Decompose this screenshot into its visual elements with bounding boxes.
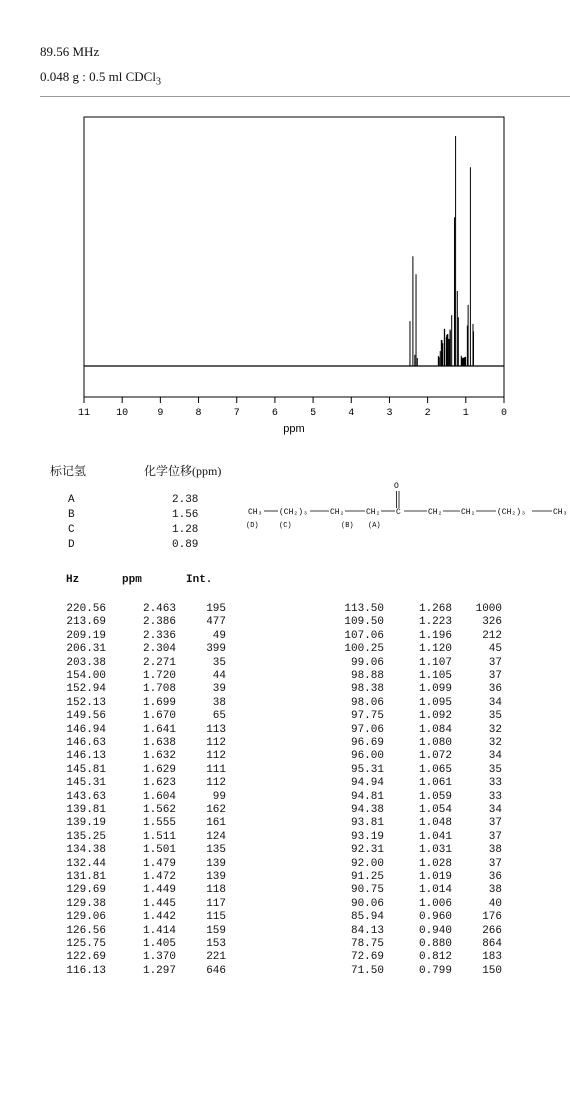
assignment-label: A: [68, 494, 75, 506]
peak-table-cell: 1.629: [142, 763, 176, 776]
peak-table-cell: 2.463: [142, 603, 176, 615]
hydrogen-label: (A): [368, 522, 381, 530]
peak-table-cell: 71.50: [350, 964, 384, 977]
peak-table-cell: 131.81: [66, 871, 106, 883]
peak-table-cell: 1.268: [418, 603, 452, 615]
peak-table-cell: 115: [206, 911, 226, 924]
peak-table-cell: 1.699: [142, 696, 176, 709]
sample-concentration-subscript: 3: [155, 76, 161, 88]
peak-table-cell: 209.19: [66, 629, 106, 642]
peak-table-cell: 90.75: [350, 884, 384, 897]
peak-table-cell: 35: [488, 710, 502, 723]
peak-table-cell: 97.75: [350, 710, 384, 723]
peak-table-cell: 154.00: [66, 670, 106, 682]
peak-table-cell: 203.38: [66, 656, 106, 669]
peak-table-cell: 1.555: [142, 817, 176, 830]
peak-table-cell: 32: [488, 723, 502, 736]
carbon-chain: [248, 508, 567, 517]
peak-table-header: Hz: [66, 574, 80, 586]
chain-group: CH₂: [428, 508, 443, 517]
peak-table-cell: 1.472: [142, 871, 176, 883]
peak-table-cell: 139: [206, 871, 226, 883]
peak-table-cell: 1.641: [142, 723, 176, 736]
peak-table-cell: 96.69: [350, 737, 384, 749]
hydrogen-label: (C): [279, 522, 292, 530]
peak-table-cell: 39: [212, 683, 226, 696]
peak-table-cell: 1.708: [142, 683, 176, 696]
peak-table-cell: 37: [488, 817, 502, 830]
peak-table-cell: 1.019: [418, 871, 452, 883]
assignment-label-header: 标记氢: [50, 464, 87, 478]
peak-table-cell: 195: [206, 603, 226, 615]
hydrogen-label: (B): [341, 522, 354, 530]
peak-table-cell: 134.38: [66, 844, 106, 857]
peak-table-cell: 221: [206, 951, 226, 964]
peak-table-cell: 135: [206, 844, 226, 857]
peak-table-cell: 2.304: [142, 643, 176, 656]
peak-table-cell: 93.19: [350, 830, 384, 843]
x-tick-label: 9: [157, 408, 164, 419]
peak-table-cell: 326: [482, 616, 502, 629]
peak-table-cell: 152.94: [66, 683, 106, 696]
hydrogen-labels: [246, 522, 381, 530]
assignment-label: C: [68, 524, 75, 536]
peak-table-cell: 116.13: [66, 964, 106, 977]
peak-table-cell: 78.75: [350, 938, 384, 950]
peak-table-cell: 2.386: [142, 616, 176, 629]
peak-table-cell: 646: [206, 964, 226, 977]
peak-table-cell: 37: [488, 830, 502, 843]
peak-table-cell: 0.812: [418, 951, 452, 964]
peak-table-cell: 100.25: [344, 643, 384, 656]
peak-table-cell: 1.720: [142, 670, 176, 682]
peak-table-cell: 111: [206, 763, 226, 776]
peak-table-cell: 36: [488, 871, 502, 883]
peak-table-cell: 125.75: [66, 938, 106, 950]
peak-table-cell: 122.69: [66, 951, 106, 964]
peak-table-cell: 1.041: [418, 830, 452, 843]
assignment-shift-header: 化学位移(ppm): [144, 464, 222, 478]
peak-table-cell: 72.69: [350, 951, 384, 964]
peak-table-cell: 113: [206, 723, 226, 736]
peak-table-cell: 45: [488, 643, 502, 656]
peak-table-cell: 35: [212, 656, 226, 669]
peak-table-cell: 32: [488, 737, 502, 749]
chain-group: C: [396, 508, 401, 517]
peak-table-cell: 0.880: [418, 938, 452, 950]
peak-table-cell: 1.120: [418, 643, 452, 656]
peak-table-cell: 1.014: [418, 884, 452, 897]
chain-group: CH₂: [330, 508, 345, 517]
chain-group: (CH₂)₃: [279, 508, 308, 517]
x-tick-label: 0: [500, 408, 508, 419]
peak-table-cell: 35: [488, 763, 502, 776]
peak-table-cell: 1.095: [418, 696, 452, 709]
peak-table-cell: 145.31: [66, 777, 106, 790]
hydrogen-label: (D): [246, 522, 259, 530]
x-axis-label: ppm: [283, 423, 305, 435]
peak-table-cell: 126.56: [66, 924, 106, 937]
peak-table-cell: 1.092: [418, 710, 452, 723]
peak-table-cell: 183: [482, 951, 502, 964]
peak-table-cell: 1.006: [418, 897, 452, 910]
peak-table-cell: 40: [488, 897, 502, 910]
peak-table-cell: 118: [206, 884, 226, 897]
peak-table-cell: 2.336: [142, 629, 176, 642]
peak-table-cell: 1.028: [418, 857, 452, 870]
peak-table-cell: 49: [212, 629, 226, 642]
sample-concentration-text: 0.048 g : 0.5 ml CDCl: [40, 69, 156, 84]
peak-table-cell: 112: [206, 737, 226, 749]
peak-table-cell: 37: [488, 670, 502, 682]
peak-table-cell: 1.511: [142, 830, 176, 843]
peak-table-cell: 113.50: [344, 603, 384, 615]
peak-table-cell: 145.81: [66, 763, 106, 776]
x-tick-label: 3: [386, 408, 393, 419]
peak-table-cell: 864: [482, 938, 502, 950]
peak-table-cell: 152.13: [66, 696, 106, 709]
peak-table-cell: 266: [482, 924, 502, 937]
peak-table-cell: 1.501: [142, 844, 176, 857]
x-tick-label: 1: [462, 408, 469, 419]
peak-table-cell: 0.799: [418, 964, 452, 977]
peak-table-cell: 146.13: [66, 750, 106, 763]
peak-table-cell: 1.632: [142, 750, 176, 763]
assignment-label: D: [68, 539, 75, 551]
peak-table-cell: 37: [488, 656, 502, 669]
chain-group: CH₃: [248, 508, 263, 517]
peak-table-cell: 65: [212, 710, 226, 723]
peak-table-cell: 1.562: [142, 804, 176, 816]
peak-table-cell: 1.670: [142, 710, 176, 723]
peak-table-cell: 1.405: [142, 938, 176, 950]
peak-table-cell: 34: [488, 696, 502, 709]
molecular-structure: [244, 480, 570, 540]
peak-table-cell: 1.072: [418, 750, 452, 763]
peak-table-cell: 1.638: [142, 737, 176, 749]
peak-table-cell: 150: [482, 964, 502, 977]
peak-table-cell: 44: [212, 670, 226, 682]
peak-table-cell: 399: [206, 643, 226, 656]
peak-table-cell: 0.940: [418, 924, 452, 937]
peak-table-cell: 109.50: [344, 616, 384, 629]
peak-table-cell: 1000: [475, 603, 502, 615]
peak-table-cell: 135.25: [66, 830, 106, 843]
peak-table-cell: 92.00: [350, 857, 384, 870]
peak-table-cell: 90.06: [350, 897, 384, 910]
peak-table-cell: 1.080: [418, 737, 452, 749]
peak-table-cell: 98.38: [350, 683, 384, 696]
chain-group: CH₂: [366, 508, 381, 517]
chain-group: CH₃: [553, 508, 568, 517]
peak-table-cell: 97.06: [350, 723, 384, 736]
peak-table-cell: 91.25: [350, 871, 384, 883]
peak-table-cell: 94.94: [350, 777, 384, 790]
peak-table-cell: 1.370: [142, 951, 176, 964]
peak-table-cell: 1.059: [418, 790, 452, 803]
assignment-shift: 1.28: [172, 524, 199, 536]
assignment-shift: 0.89: [172, 539, 199, 551]
sample-concentration: [40, 69, 161, 88]
peak-table-cell: 93.81: [350, 817, 384, 830]
peak-table-cell: 34: [488, 804, 502, 816]
peak-table-cell: 0.960: [418, 911, 452, 924]
peak-table-cell: 213.69: [66, 616, 106, 629]
peak-table-cell: 34: [488, 750, 502, 763]
peak-table-cell: 212: [482, 629, 502, 642]
peak-table-cell: 107.06: [344, 629, 384, 642]
assignment-shift: 2.38: [172, 494, 199, 506]
peak-table-cell: 1.449: [142, 884, 176, 897]
x-tick-label: 7: [233, 408, 240, 419]
peak-table-cell: 117: [206, 897, 226, 910]
peak-table-cell: 132.44: [66, 857, 106, 870]
carbonyl-oxygen: O: [394, 482, 399, 491]
peak-table-cell: 129.38: [66, 897, 106, 910]
peak-table-cell: 33: [488, 777, 502, 790]
peak-table-cell: 477: [206, 616, 226, 629]
peak-table-cell: 33: [488, 790, 502, 803]
peak-table-cell: 1.105: [418, 670, 452, 682]
assignment-label: B: [68, 509, 75, 521]
peak-table-header: Int.: [186, 574, 213, 586]
x-tick-label: 11: [77, 408, 91, 419]
peak-table-header: ppm: [122, 574, 142, 586]
peak-table-cell: 98.06: [350, 696, 384, 709]
peak-table-cell: 38: [488, 844, 502, 857]
peak-table-cell: 220.56: [66, 603, 106, 615]
peak-table-cell: 146.63: [66, 737, 106, 749]
peak-table-cell: 139.19: [66, 817, 106, 830]
peak-table-cell: 95.31: [350, 763, 384, 776]
spectrometer-frequency: 89.56 MHz: [40, 44, 100, 59]
peak-table-cell: 1.031: [418, 844, 452, 857]
peak-table-cell: 1.084: [418, 723, 452, 736]
peak-table-cell: 1.623: [142, 777, 176, 790]
peak-table-cell: 143.63: [66, 790, 106, 803]
peak-table-cell: 162: [206, 804, 226, 816]
x-tick-label: 8: [195, 408, 202, 419]
peak-table-cell: 94.81: [350, 790, 384, 803]
peak-table-cell: 38: [488, 884, 502, 897]
peak-table-cell: 96.00: [350, 750, 384, 763]
peak-table-cell: 1.414: [142, 924, 176, 937]
peak-table-cell: 159: [206, 924, 226, 937]
spectrum-peaks: [410, 136, 474, 366]
peak-table-cell: 85.94: [350, 911, 384, 924]
peak-table-cell: 1.099: [418, 683, 452, 696]
peak-table-cell: 112: [206, 750, 226, 763]
peak-table-cell: 124: [206, 830, 226, 843]
peak-table-cell: 99.06: [350, 656, 384, 669]
peak-table-cell: 1.061: [418, 777, 452, 790]
nmr-spectrum-chart: [0, 110, 570, 445]
peak-table-cell: 129.06: [66, 911, 106, 924]
peak-table-cell: 1.054: [418, 804, 452, 816]
x-tick-label: 10: [116, 408, 129, 419]
peak-table-cell: 112: [206, 777, 226, 790]
peak-table-cell: 1.479: [142, 857, 176, 870]
peak-table-cell: 1.445: [142, 897, 176, 910]
peak-table-cell: 92.31: [350, 844, 384, 857]
assignment-shift: 1.56: [172, 509, 199, 521]
peak-table-cell: 1.065: [418, 763, 452, 776]
peak-table-cell: 36: [488, 683, 502, 696]
peak-table-cell: 1.196: [418, 629, 452, 642]
chain-group: (CH₂)₃: [497, 508, 526, 517]
x-tick-label: 5: [310, 408, 317, 419]
peak-table-cell: 37: [488, 857, 502, 870]
peak-table-cell: 161: [206, 817, 226, 830]
peak-table-cell: 1.107: [418, 656, 452, 669]
peak-table-cell: 98.88: [350, 670, 384, 682]
peak-table-cell: 149.56: [66, 710, 106, 723]
header-divider: [40, 96, 570, 97]
peak-table-cell: 84.13: [350, 924, 384, 937]
peak-table-cell: 94.38: [350, 804, 384, 816]
peak-table-cell: 38: [212, 696, 226, 709]
peak-table-cell: 206.31: [66, 643, 106, 656]
peak-table-cell: 2.271: [142, 656, 176, 669]
peak-table-cell: 176: [482, 911, 502, 924]
peak-table-cell: 1.223: [418, 616, 452, 629]
peak-table-cell: 1.604: [142, 790, 176, 803]
x-tick-label: 6: [271, 408, 278, 419]
peak-table-cell: 1.297: [142, 964, 176, 977]
x-tick-label: 2: [424, 408, 431, 419]
peak-table-cell: 139.81: [66, 804, 106, 816]
x-tick-label: 4: [348, 408, 355, 419]
peak-table-cell: 99: [212, 790, 226, 803]
peak-table-cell: 129.69: [66, 884, 106, 897]
peak-table-cell: 1.442: [142, 911, 176, 924]
chain-group: CH₂: [461, 508, 476, 517]
peak-table-cell: 153: [206, 938, 226, 950]
x-axis-ticks: [78, 397, 507, 419]
peak-table-cell: 1.048: [418, 817, 452, 830]
peak-table-cell: 146.94: [66, 723, 106, 736]
peak-table-cell: 139: [206, 857, 226, 870]
